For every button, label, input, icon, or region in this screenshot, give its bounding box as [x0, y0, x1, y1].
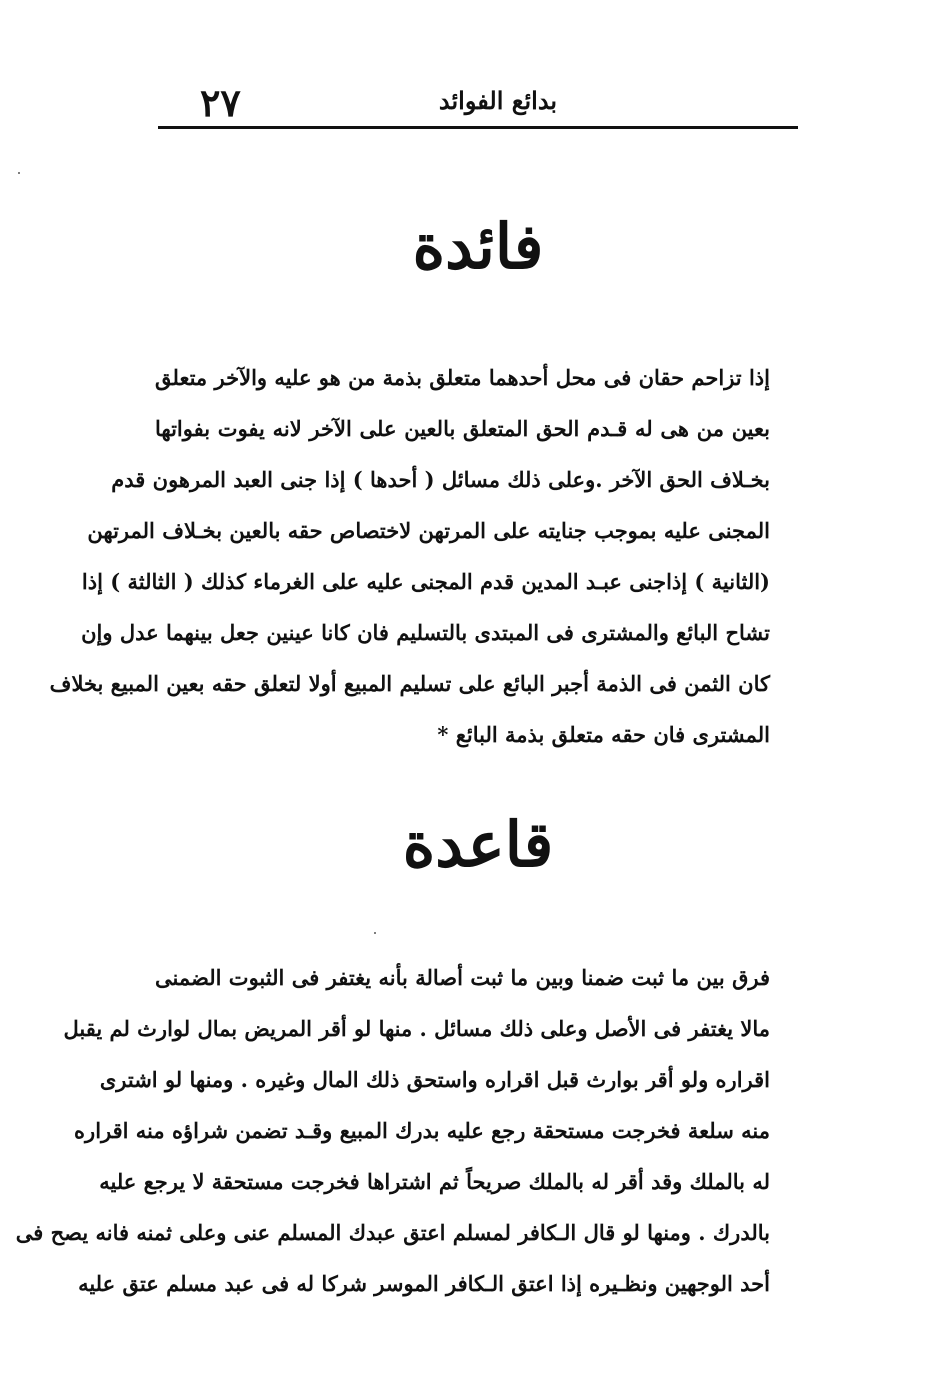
text-line: فرق بين ما ثبت ضمنا وبين ما ثبت أصالة بأنه يغتفر فى الثبوت الضمنى	[155, 965, 770, 990]
page-header	[158, 72, 798, 132]
text-line: كان الثمن فى الذمة أجبر البائع على تسليم المبيع أولا لتعلق حقه بعين المبيع بخلاف	[49, 671, 770, 696]
header-rule	[158, 126, 798, 129]
text-line: بعين من هى له قـدم الحق المتعلق بالعين على الآخر لانه يفوت بفواتها	[155, 416, 770, 441]
text-line: تشاح البائع والمشترى فى المبتدى بالتسليم فان كانا عينين جعل بينهما عدل وإن	[81, 620, 770, 645]
text-line: له بالملك وقد أقر له بالملك صريحاً ثم اشتراها فخرجت مستحقة لا يرجع عليه	[99, 1169, 770, 1194]
text-line: (الثانية ) إذاجنى عبـد المدين قدم المجنى عليه على الغرماء كذلك ( الثالثة ) إذا	[81, 569, 770, 594]
text-line: بالدرك . ومنها لو قال الـكافر لمسلم اعتق عبدك المسلم عنى وعلى ثمنه فانه يصح فى	[15, 1220, 770, 1245]
section1-paragraph	[49, 352, 770, 760]
section-title-faida: فائدة	[412, 210, 544, 283]
text-line: مالا يغتفر فى الأصل وعلى ذلك مسائل . منها لو أقر المريض بمال لوارث لم يقبل	[63, 1016, 770, 1041]
section-title-qaida: قاعدة	[402, 808, 554, 881]
scan-speck	[374, 932, 376, 934]
text-line: المشترى فان حقه متعلق بذمة البائع *	[437, 722, 770, 747]
text-line: اقراره ولو أقر بوارث قبل اقراره واستحق ذلك المال وغيره . ومنها لو اشترى	[99, 1067, 770, 1092]
text-line: بخـلاف الحق الآخر .وعلى ذلك مسائل ( أحدها ) إذا جنى العبد المرهون قدم	[111, 467, 770, 492]
text-line: إذا تزاحم حقان فى محل أحدهما متعلق بذمة من هو عليه والآخر متعلق	[155, 365, 770, 390]
section2-paragraph	[15, 952, 770, 1309]
text-line: أحد الوجهين ونظـيره إذا اعتق الـكافر الموسر شركا له فى عبد مسلم عتق عليه	[78, 1271, 770, 1296]
text-line: منه سلعة فخرجت مستحقة رجع عليه بدرك المبيع وقـد تضمن شراؤه منه اقراره	[74, 1118, 770, 1143]
page-number: ٢٧	[200, 80, 241, 125]
scan-speck	[18, 172, 20, 174]
text-line: المجنى عليه بموجب جنايته على المرتهن لاختصاص حقه بالعين بخـلاف المرتهن	[87, 518, 770, 543]
running-title: بدائع الفوائد	[438, 86, 558, 115]
